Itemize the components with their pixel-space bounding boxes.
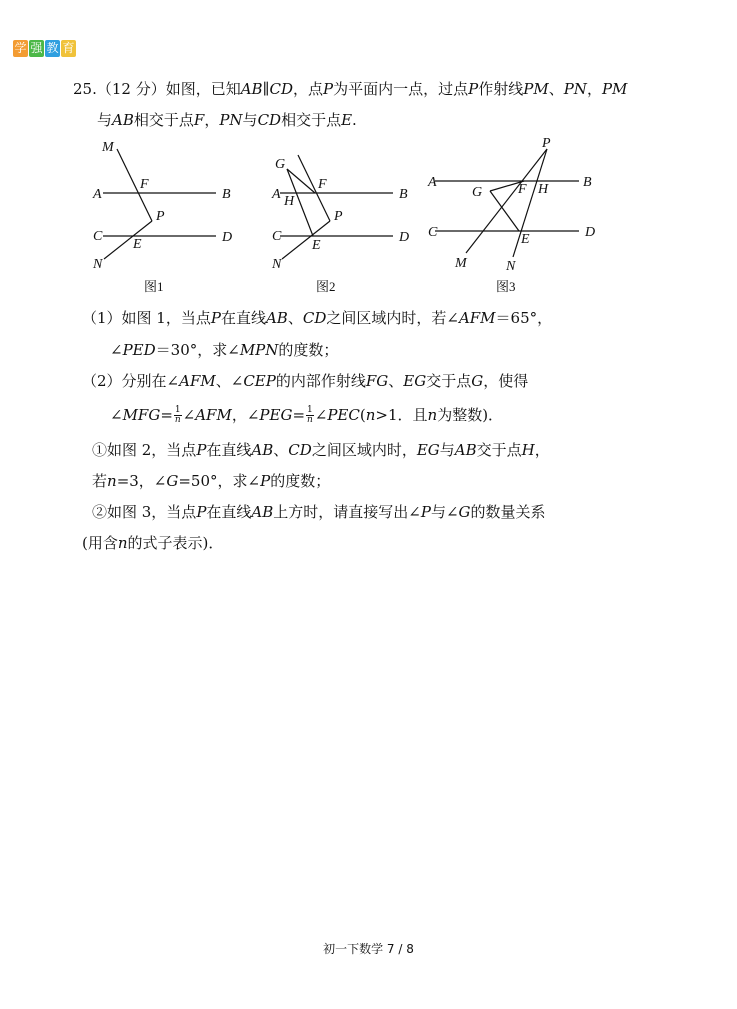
line-cd: CD	[302, 309, 327, 327]
text-seg: =	[160, 406, 173, 424]
fraction-1-over-n	[306, 406, 314, 425]
angle-afm: AFM	[458, 309, 496, 327]
fig3-label-m: M	[455, 256, 467, 271]
text-seg: (	[359, 406, 366, 424]
frac-num: 1	[174, 404, 181, 415]
text-seg: ，	[204, 111, 220, 129]
point-p: P	[196, 503, 207, 521]
text-seg: 、	[388, 372, 404, 390]
fig1-label-c: C	[93, 229, 103, 244]
text-seg: 之间区域内时，若∠	[326, 309, 459, 327]
text-seg: 之间区域内时，	[311, 441, 417, 459]
part1-line-1	[82, 307, 552, 328]
fig1-label-m: M	[102, 140, 114, 155]
text-seg: 为平面内一点，过点	[333, 80, 469, 98]
part1-line-2	[110, 339, 338, 360]
fig2-label-a: A	[272, 187, 281, 202]
text-seg: 相交于点	[133, 111, 194, 129]
ray-eg: EG	[403, 372, 427, 390]
sub1-line-1	[92, 439, 550, 460]
text-seg: ∠	[314, 406, 328, 424]
text-seg: 为整数)．	[437, 406, 504, 424]
point-g: G	[471, 372, 484, 390]
fig1-label-n: N	[93, 257, 103, 272]
text-seg: 的式子表示)．	[127, 534, 224, 552]
point-h: H	[521, 441, 535, 459]
text-seg: 作射线	[478, 80, 524, 98]
fig1-label-b: B	[222, 187, 231, 202]
text-seg: 的数量关系	[470, 503, 546, 521]
text-seg: 的度数；	[278, 341, 339, 359]
fig3-caption: 图3	[496, 279, 516, 294]
text-seg: >1．且	[375, 406, 428, 424]
text-seg: 与	[97, 111, 113, 129]
logo-char-2: 强	[30, 41, 43, 55]
text-seg: 上方时，请直接写出∠	[273, 503, 421, 521]
fig2-label-n: N	[272, 257, 282, 272]
given-parallel: AB∥CD	[240, 80, 294, 98]
text-seg: ＝65°，	[495, 309, 553, 327]
fig1-label-e: E	[133, 237, 142, 252]
text-seg: =50°，求∠	[178, 472, 261, 490]
fig3-label-n: N	[506, 259, 516, 274]
text-seg: 与	[242, 111, 258, 129]
text-seg: ②如图 3，当点	[92, 503, 197, 521]
text-seg: 、	[273, 441, 289, 459]
ray-pn: PN	[563, 80, 587, 98]
text-seg: ＝30°，求∠	[155, 341, 240, 359]
fig3-label-g: G	[472, 185, 483, 200]
fig3-label-d: D	[585, 225, 596, 240]
text-seg: 与	[439, 441, 455, 459]
part2-line-1	[82, 370, 528, 391]
text-seg: ，点	[293, 80, 324, 98]
line-ab: AB	[112, 111, 134, 129]
fig2-label-c: C	[272, 229, 282, 244]
question-number: 25.	[73, 80, 97, 98]
question-intro: （12 分）如图，已知	[96, 80, 241, 98]
text-seg: ，	[586, 80, 602, 98]
logo-char-3: 教	[46, 41, 59, 55]
fig2-label-g: G	[275, 157, 286, 172]
angle-ped: PED	[122, 341, 156, 359]
question-stem-line-1	[73, 78, 627, 99]
text-seg: ①如图 2，当点	[92, 441, 197, 459]
fig1-label-p: P	[156, 209, 165, 224]
ray-pn: PN	[219, 111, 243, 129]
fig1-label-f: F	[140, 177, 149, 192]
geometry-figures	[0, 135, 737, 305]
point-p: P	[196, 441, 207, 459]
fig2-label-b: B	[399, 187, 408, 202]
fig1-label-a: A	[93, 187, 102, 202]
text-seg: 的内部作射线	[275, 372, 366, 390]
line-ab: AB	[251, 503, 274, 521]
text-seg: （1）如图 1，当点	[82, 309, 211, 327]
line-ab: AB	[251, 441, 274, 459]
point-f: F	[193, 111, 205, 129]
question-stem-line-2	[97, 109, 357, 130]
var-n: n	[365, 406, 376, 424]
frac-den: n	[306, 414, 313, 425]
brand-logo	[13, 40, 76, 57]
angle-g: G	[166, 472, 179, 490]
logo-char-4: 育	[62, 41, 75, 55]
var-n: n	[107, 472, 117, 490]
frac-den: n	[174, 414, 181, 425]
fig3-label-p: P	[542, 136, 551, 151]
text-seg: 在直线	[220, 309, 266, 327]
ray-eg: EG	[416, 441, 440, 459]
text-seg: 、	[287, 309, 303, 327]
part2-line-2	[110, 404, 503, 426]
fig3-ray-eg	[490, 191, 519, 231]
fig2-ray-pn	[282, 221, 330, 259]
angle-p: P	[260, 472, 271, 490]
angle-p: P	[420, 503, 431, 521]
text-seg: ∠	[110, 406, 123, 424]
ray-fg: FG	[365, 372, 389, 390]
text-seg: （2）分别在∠	[82, 372, 180, 390]
frac-num: 1	[307, 404, 313, 415]
point-e: E	[341, 111, 353, 129]
text-seg: =3，∠	[116, 472, 167, 490]
text-seg: 若	[92, 472, 108, 490]
angle-mfg: MFG	[122, 406, 161, 424]
sub2-line-1	[92, 501, 546, 522]
text-seg: (用含	[82, 534, 118, 552]
fig3-label-c: C	[428, 225, 438, 240]
line-ab: AB	[265, 309, 288, 327]
fig3-label-f: F	[518, 182, 527, 197]
text-seg: 的度数；	[270, 472, 331, 490]
fig2-label-p: P	[334, 209, 343, 224]
logo-char-1: 学	[14, 41, 27, 55]
sub1-line-2	[92, 470, 330, 491]
fig3-label-b: B	[583, 175, 592, 190]
fig2-label-f: F	[318, 177, 327, 192]
angle-cep: CEP	[243, 372, 276, 390]
text-seg: ∠	[110, 341, 123, 359]
angle-g: G	[458, 503, 471, 521]
angle-afm: AFM	[195, 406, 232, 424]
ray-pm: PM	[523, 80, 549, 98]
fig1-caption: 图1	[144, 279, 164, 294]
text-seg: 、∠	[215, 372, 244, 390]
fraction-1-over-n	[174, 406, 182, 425]
sub2-line-2	[82, 532, 223, 553]
fig3-label-a: A	[428, 175, 437, 190]
line-ab: AB	[454, 441, 477, 459]
fig3-ray-pn	[513, 149, 547, 257]
text-seg: 在直线	[206, 441, 252, 459]
var-n: n	[117, 534, 128, 552]
angle-pec: PEC	[327, 406, 360, 424]
fig3-label-h: H	[538, 182, 549, 197]
fig3-ray-pm	[466, 149, 547, 253]
fig2-label-e: E	[312, 238, 321, 253]
angle-mpn: MPN	[239, 341, 279, 359]
angle-peg: PEG	[259, 406, 293, 424]
fig1-label-d: D	[222, 230, 233, 245]
page-footer: 初一下数学 7 / 8	[323, 942, 414, 956]
fig3-label-e: E	[521, 232, 530, 247]
text-seg: 相交于点	[281, 111, 342, 129]
line-cd: CD	[288, 441, 312, 459]
text-seg: 在直线	[206, 503, 252, 521]
fig2-label-h: H	[284, 194, 295, 209]
text-seg: 与∠	[430, 503, 459, 521]
text-seg: .	[352, 111, 357, 129]
point-p: P	[323, 80, 334, 98]
point-p: P	[210, 309, 221, 327]
point-p: P	[468, 80, 479, 98]
text-seg: 、	[548, 80, 564, 98]
text-seg: 交于点	[476, 441, 522, 459]
text-seg: ，∠	[231, 406, 260, 424]
ray-pm: PM	[601, 80, 628, 98]
text-seg: 交于点	[426, 372, 472, 390]
var-n: n	[427, 406, 438, 424]
fig2-caption: 图2	[316, 279, 336, 294]
text-seg: ，使得	[483, 372, 529, 390]
line-cd: CD	[257, 111, 282, 129]
text-seg: =	[292, 406, 306, 424]
fig1-ray-pn	[104, 221, 152, 259]
text-seg: ，	[534, 441, 550, 459]
text-seg: ∠	[182, 406, 196, 424]
angle-afm: AFM	[179, 372, 216, 390]
fig2-label-d: D	[399, 230, 410, 245]
